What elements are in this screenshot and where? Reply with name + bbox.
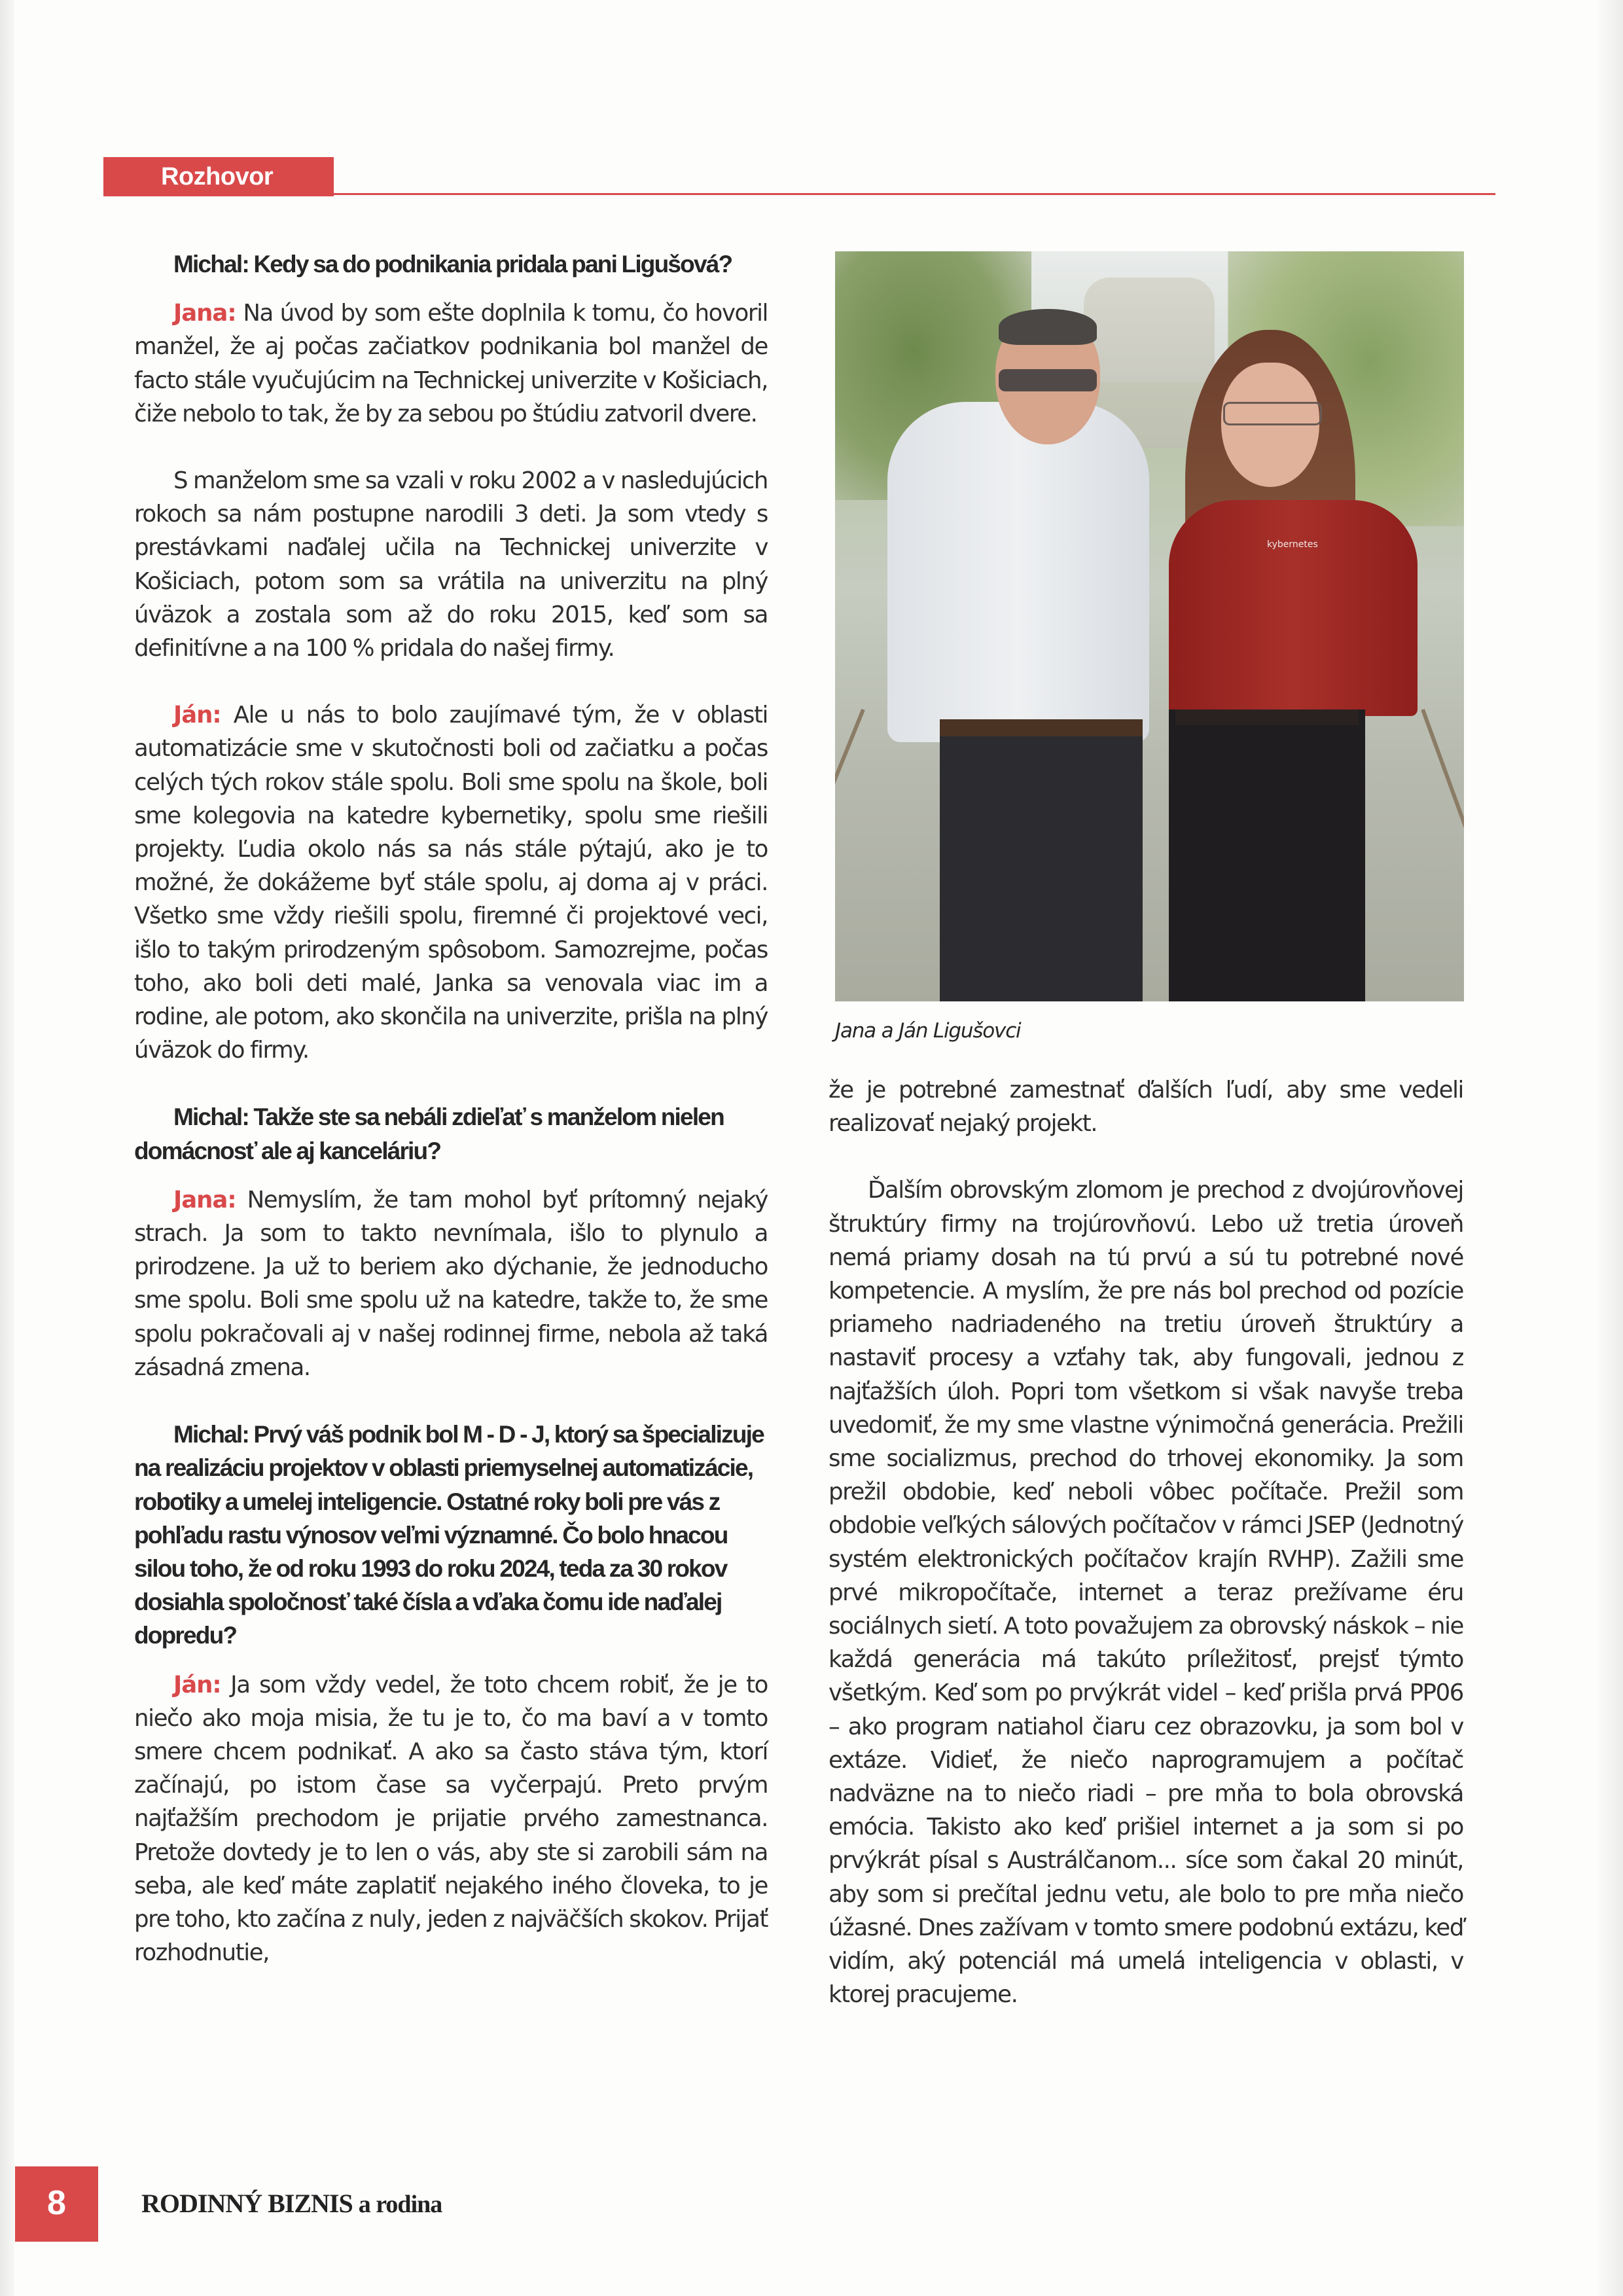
answer-text: Nemyslím, že tam mohol byť prítomný nejaký strach. Ja som to takto nevnímala, išlo to plynulo a prirodzene. Ja už to beriem ako dýchanie, že jednoducho sme spolu. Boli sme spolu už na katedre, takže to, že sme spolu pokračovali aj v našej rodinnej firme, nebola až taká zásadná zmena. bbox=[134, 1186, 768, 1381]
interview-question: Michal: Takže ste sa nebáli zdieľať s manželom nielen domácnosť ale aj kanceláriu? bbox=[134, 1103, 724, 1164]
photo-tram-rail bbox=[1421, 709, 1464, 1001]
paragraph: Ďalším obrovským zlomom je prechod z dvojúrovňovej štruktúry firmy na trojúrovňovú. Lebo už tretia úroveň nemá priamy dosah na tú prvú a sú tu potrebné nové kompetencie. A myslím, že pre nás bol prechod od pozície priameho nadriadeného na tretiu úroveň štruktúry a nastaviť procesy a vzťahy tak, aby fungovali, jednou z najťažších úloh. Popri tom všetkom si však navyše treba uvedomiť, že my sme vlastne výnimočná generácia. Prežili sme socializmus, prechod do trhovej ekonomiky. Ja som prežil obdobie, keď neboli vôbec počítače. Prežil som obdobie veľkých sálových počítačov v rámci JSEP (Jednotný systém elektronických počítačov krajín RVHP). Zažili sme prvé mikropočítače, internet a teraz prežívame éru sociálnych sietí. A toto považujem za obrovský náskok – nie každá generácia má takúto príležitosť, prejsť týmto všetkým. Keď som po prvýkrát videl – keď prišla prvá PP06 – ako program natiahol čiaru cez obrazovku, ja som bol v extáze. Vidieť, že niečo naprogramujem a počítač nadväzne na to niečo riadi – pre mňa to bola obrovská emócia. Takisto ako keď prišiel internet a ja som si po prvýkrát písal s Austrálčanom... síce som čakal 20 minút, aby som si prečítal jednu vetu, ale bolo to pre mňa niečo úžasné. Dnes zažívam v tomto smere podobnú extázu, keď vidím, aký potenciál má umelá inteligencia v oblasti, v ktorej pracujeme. bbox=[829, 1177, 1463, 2009]
right-column bbox=[829, 1073, 1463, 2045]
interview-answer bbox=[134, 296, 768, 431]
answer-text: Na úvod by som ešte doplnila k tomu, čo hovoril manžel, že aj počas začiatkov podnikania bol manžel de facto stále vyučujúcim na Technickej univerzite v Košiciach, čiže nebolo to tak, že by za sebou po štúdiu zatvoril dvere. bbox=[134, 300, 768, 427]
paragraph: S manželom sme sa vzali v roku 2002 a v nasledujúcich rokoch sa nám postupne narodili 3 deti. Ja som vtedy s prestávkami naďalej učila na Technickej univerzite v Košiciach, potom som sa vrátila na univerzitu na plný úväzok a zostala som až do roku 2015, keď som sa definitívne a na 100 % pridala do našej firmy. bbox=[134, 467, 768, 662]
sunglasses bbox=[999, 369, 1097, 391]
man-shirt bbox=[887, 402, 1149, 742]
photo-caption: Jana a Ján Ligušovci bbox=[835, 1019, 1021, 1043]
speaker-label: Ján: bbox=[173, 1671, 221, 1698]
interview-answer bbox=[134, 1183, 768, 1384]
eyeglasses bbox=[1223, 402, 1322, 425]
magazine-title-rest: a rodina bbox=[358, 2191, 442, 2218]
woman-trousers bbox=[1169, 709, 1365, 1001]
man-belt bbox=[940, 719, 1143, 736]
page-scan-edge-left bbox=[0, 0, 14, 2296]
man-trousers bbox=[940, 729, 1143, 1001]
interview-answer bbox=[134, 698, 768, 1067]
man-hair bbox=[999, 309, 1097, 345]
left-column bbox=[134, 247, 768, 2003]
interview-question: Michal: Kedy sa do podnikania pridala pani Ligušová? bbox=[173, 251, 732, 278]
woman-belt bbox=[1175, 709, 1359, 725]
speaker-label: Jana: bbox=[173, 1186, 236, 1213]
interview-answer bbox=[134, 1668, 768, 1970]
shirt-logo: kybernetes bbox=[1267, 539, 1318, 550]
woman-red-shirt bbox=[1169, 500, 1418, 716]
page-number: 8 bbox=[47, 2184, 66, 2222]
answer-text: Ale u nás to bolo zaujímavé tým, že v oblasti automatizácie sme v skutočnosti boli od začiatku a počas celých tých rokov stále spolu. Boli sme spolu na škole, boli sme kolegovia na katedre kybernetiky, spolu sme riešili projekty. Ľudia okolo nás sa nás stále pýtajú, ako je to možné, že dokážeme byť stále spolu, aj doma aj v práci. Všetko sme vždy riešili spolu, firemné či projektové veci, išlo to takým prirodzeným spôsobom. Samozrejme, počas toho, ako boli deti malé, Janka sa venovala viac im a rodine, ale potom, ako skončila na univerzite, prišla na plný úväzok do firmy. bbox=[134, 702, 768, 1064]
section-label: Rozhovor bbox=[161, 163, 274, 190]
portrait-photo bbox=[835, 251, 1464, 1001]
page-number-badge bbox=[15, 2166, 98, 2242]
section-tag bbox=[103, 157, 334, 196]
interview-question: Michal: Prvý váš podnik bol M - D - J, ktorý sa špecializuje na realizáciu projektov v oblasti priemyselnej automatizácie, robotiky a umelej inteligencie. Ostatné roky boli pre vás z pohľadu rastu výnosov veľmi významné. Čo bolo hnacou silou toho, že od roku 1993 do roku 2024, teda za 30 rokov dosiahla spoločnosť také čísla a vďaka čomu ide naďalej dopredu? bbox=[134, 1421, 764, 1649]
answer-text: Ja som vždy vedel, že toto chcem robiť, že je to niečo ako moja misia, že tu je to, čo ma baví a v tomto smere chcem podnikať. A ako sa často stáva tým, ktorí začínajú, po istom čase sa vyčerpajú. Preto prvým najťažším prechodom je prijatie prvého zamestnanca. Pretože dovtedy je to len o vás, aby ste si zarobili sám na seba, ale keď máte zaplatiť nejakého iného človeka, to je pre toho, kto začína z nuly, jeden z najväčších skokov. Prijať rozhodnutie, bbox=[134, 1671, 768, 1967]
speaker-label: Ján: bbox=[173, 702, 221, 729]
speaker-label: Jana: bbox=[173, 300, 236, 327]
paragraph-continuation: že je potrebné zamestnať ďalších ľudí, aby sme vedeli realizovať nejaký projekt. bbox=[829, 1077, 1463, 1138]
photo-tram-rail bbox=[835, 709, 865, 1001]
magazine-title-main: RODINNÝ BIZNIS bbox=[141, 2189, 353, 2218]
page-scan-edge-right bbox=[1597, 0, 1623, 2296]
section-divider bbox=[334, 193, 1495, 195]
magazine-title bbox=[141, 2188, 442, 2219]
